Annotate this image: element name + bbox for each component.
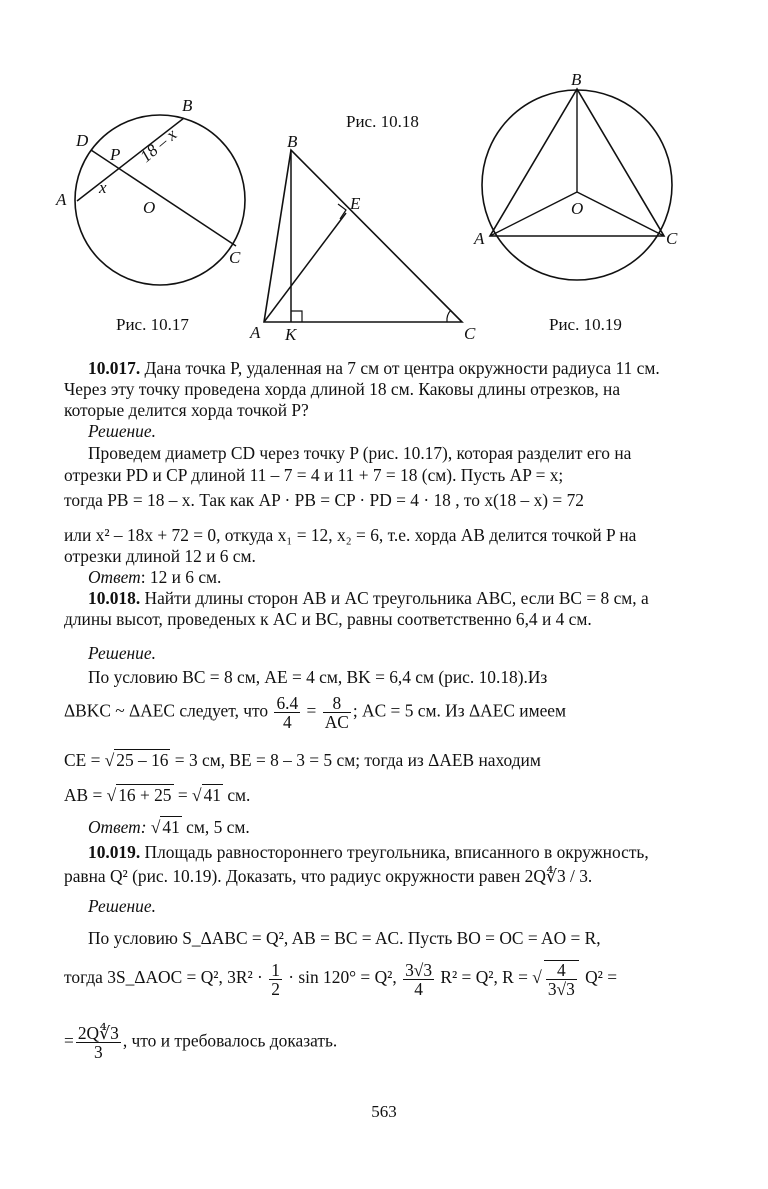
problem-10-018-solution-2: ΔBKC ~ ΔAEC следует, что $\frac{6.4}{4}$ = $\frac{8}{AC}$ ; AC = 5 см. Из ΔAEC имеем — [64, 693, 567, 732]
fig19-label-a: A — [474, 229, 485, 248]
fig17-label-o: O — [143, 198, 156, 217]
problem-10-019-statement: 10.019. Площадь равностороннего треугольника, вписанного в окружность, равна Q² (рис. 10.19). Доказать, что радиус окружности равен 2Q∜3 / 3. — [64, 842, 649, 886]
fig18-label-c: C — [464, 324, 476, 343]
fig19-label-o: O — [571, 199, 584, 218]
problem-number: 10.019. — [88, 842, 141, 862]
fig18-angle-c-arc — [447, 310, 451, 322]
fraction: $\frac{6.4}{4}$ — [276, 693, 299, 732]
fraction: $\frac{4}{3√3}$ — [544, 960, 579, 998]
fig18-altitude-ae — [264, 213, 346, 322]
fig18-right-angle-e — [338, 204, 346, 219]
fig17-caption: Рис. 10.17 — [116, 315, 189, 334]
fig17-label-a: A — [56, 190, 67, 209]
solution-label: Решение. — [88, 896, 156, 916]
problem-10-019-solution-2: тогда 3S_ΔAOC = Q², 3R² · $\frac{1}{2}$ · sin 120° = Q², $\frac{3√3}{4}$ R² = Q², R = √ $\frac{4}{3√3}$ Q² = — [64, 959, 618, 999]
fig17-label-b: B — [182, 96, 193, 115]
solution-label: Решение. — [88, 421, 156, 441]
fraction: $\frac{2Q∜3}{3}$ — [77, 1023, 119, 1062]
problem-10-017-answer: Ответ: 12 и 6 см. — [88, 567, 222, 587]
fig18-caption: Рис. 10.18 — [346, 112, 419, 131]
figure-10-19 — [473, 70, 678, 280]
problem-10-017-solution-2: тогда PB = 18 – x. Так как AP · PB = CP · PD = 4 · 18 , то x(18 – x) = 72 — [64, 490, 584, 510]
problem-10-018-solution-3: CE = √ 25 – 16 = 3 см, BE = 8 – 3 = 5 см; тогда из ΔAEB находим — [64, 750, 541, 770]
problem-number: 10.018. — [88, 588, 141, 608]
page-number: 563 — [371, 1102, 397, 1121]
fig17-label-x: x — [99, 178, 107, 197]
fig19-label-b: B — [571, 70, 582, 89]
fig17-label-c: C — [229, 248, 241, 267]
fig17-label-p: P — [110, 145, 121, 164]
fraction: $\frac{3√3}{4}$ — [405, 959, 433, 999]
fig17-label-d: D — [76, 131, 89, 150]
fig19-label-c: C — [666, 229, 678, 248]
problem-10-017-statement: 10.017. Дана точка P, удаленная на 7 см от центра окружности радиуса 11 см. Через эту точку проведена хорда длиной 18 см. Каковы длины отрезков, на которые делится хорда точкой P? — [64, 358, 660, 420]
fig17-diameter-dc — [91, 150, 236, 246]
fig17-label-seg: 18 – x — [136, 124, 181, 167]
fig18-label-e: E — [350, 194, 361, 213]
problem-10-018-solution-1: По условию BC = 8 см, AE = 4 см, BK = 6,4 см (рис. 10.18).Из — [88, 667, 548, 687]
problem-10-018-answer: Ответ: √ 41 см, 5 см. — [88, 817, 250, 837]
problem-number: 10.017. — [88, 358, 141, 378]
fig18-triangle — [264, 150, 462, 322]
fig18-label-a: A — [250, 323, 261, 342]
problem-10-018-statement: 10.018. Найти длины сторон AB и AC треугольника ABC, если BC = 8 см, а длины высот, проведеных к AC и BC, равны соответственно 6,4 и 4 см. — [64, 588, 649, 629]
figure-10-18 — [249, 132, 476, 344]
problem-10-019-solution-3: = $\frac{2Q∜3}{3}$ , что и требовалось доказать. — [64, 1023, 338, 1062]
fraction: $\frac{1}{2}$ — [271, 959, 280, 999]
fig18-label-k: K — [285, 325, 297, 344]
figures-svg — [0, 0, 768, 345]
problem-10-017-solution-3: или x² – 18x + 72 = 0, откуда x₁ = 12, x₂ = 6, т.е. хорда AB делится точкой P на отрезки длиной 12 и 6 см. — [64, 525, 637, 566]
problem-10-019-solution-1: По условию S_ΔABC = Q², AB = BC = AC. Пусть BO = OC = AO = R, — [88, 928, 601, 948]
problem-10-018-solution-4: AB = √ 16 + 25 = √ 41 см. — [64, 785, 251, 805]
fig19-caption: Рис. 10.19 — [549, 315, 622, 334]
fraction: $\frac{8}{AC}$ — [324, 693, 349, 732]
fig18-right-angle-k — [291, 311, 302, 322]
fig18-label-b: B — [287, 132, 298, 151]
problem-10-017-solution-1: Проведем диаметр CD через точку P (рис. 10.17), которая разделит его на отрезки PD и CP длиной 11 – 7 = 4 и 11 + 7 = 18 (см). Пусть AP = x; — [64, 443, 632, 485]
solution-label: Решение. — [88, 643, 156, 663]
figure-10-17 — [55, 96, 245, 285]
